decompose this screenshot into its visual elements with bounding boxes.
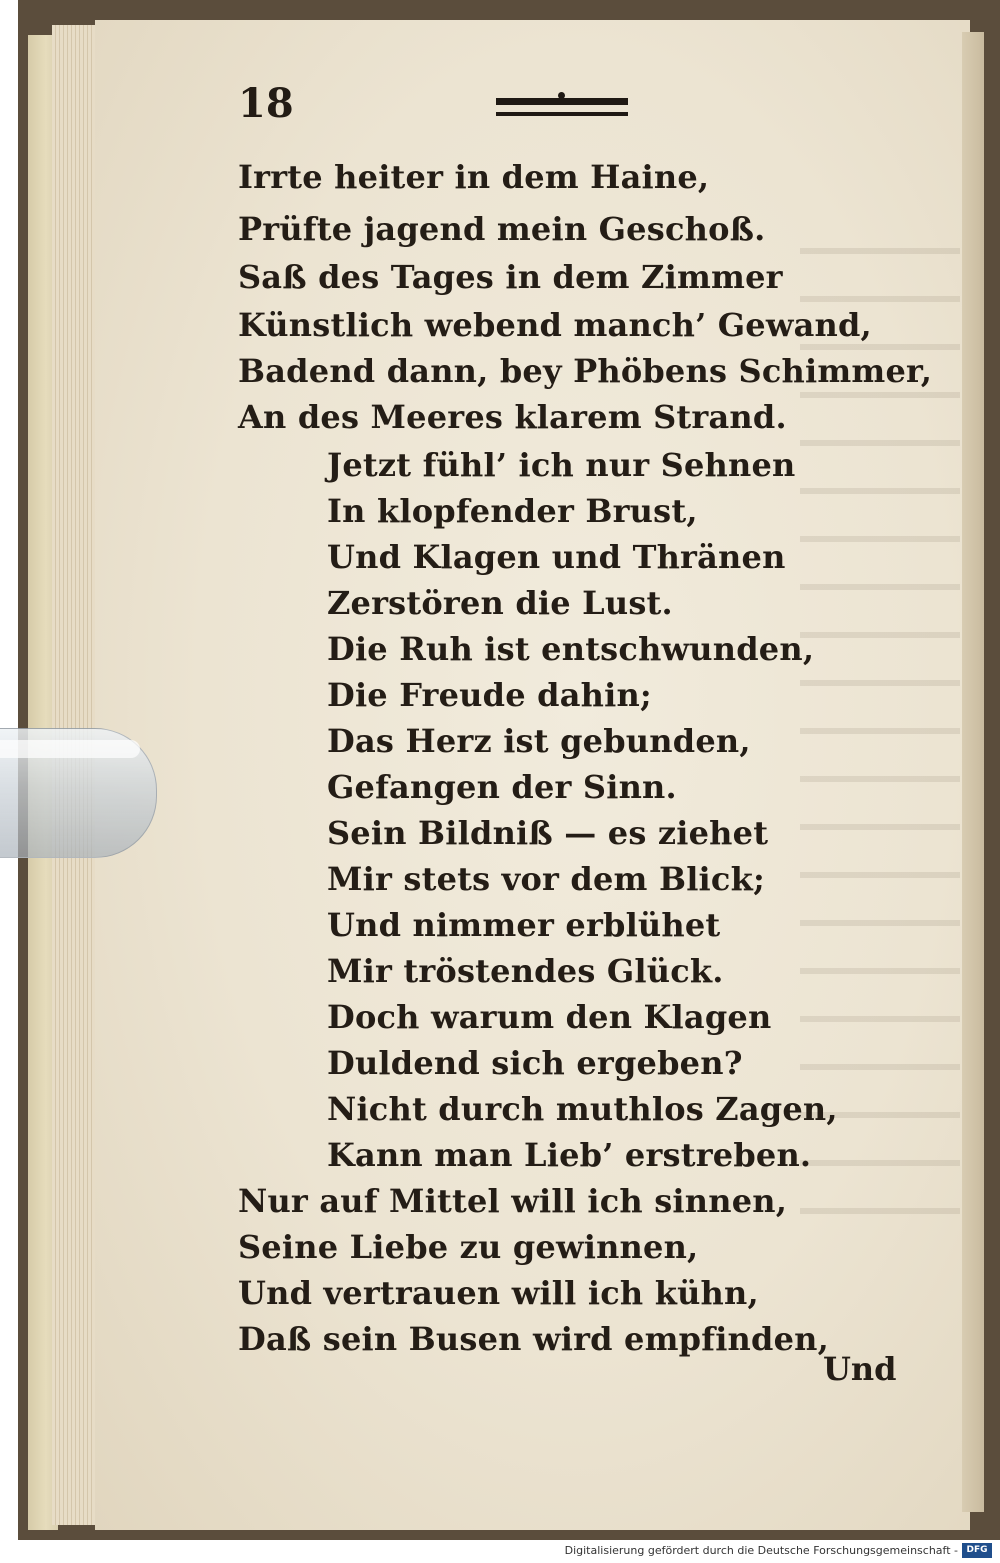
catchword: Und <box>823 1350 897 1388</box>
poem-line: Saß des Tages in dem Zimmer <box>238 258 783 296</box>
poem-line: Nicht durch muthlos Zagen, <box>327 1090 838 1128</box>
poem-line: Zerstören die Lust. <box>327 584 673 622</box>
poem-line: Gefangen der Sinn. <box>327 768 677 806</box>
dfg-logo-icon: DFG <box>962 1543 992 1558</box>
poem-line: Seine Liebe zu gewinnen, <box>238 1228 699 1266</box>
poem-line: Badend dann, bey Phöbens Schimmer, <box>238 352 933 390</box>
poem-line: In klopfender Brust, <box>327 492 698 530</box>
poem-line: Die Ruh ist entschwunden, <box>327 630 815 668</box>
poem-line: An des Meeres klarem Strand. <box>238 398 787 436</box>
poem-line: Die Freude dahin; <box>327 676 652 714</box>
poem-line: Sein Bildniß — es ziehet <box>327 814 769 852</box>
poem-line: Doch warum den Klagen <box>327 998 772 1036</box>
poem-line: Mir tröstendes Glück. <box>327 952 724 990</box>
poem-line: Jetzt fühl’ ich nur Sehnen <box>327 446 796 484</box>
poem-line: Kann man Lieb’ erstreben. <box>327 1136 812 1174</box>
poem-line: Das Herz ist gebunden, <box>327 722 751 760</box>
footer-bar <box>0 1540 1000 1563</box>
footer-credit: Digitalisierung gefördert durch die Deutsche Forschungsgemeinschaft - <box>564 1544 958 1557</box>
poem-line: Und Klagen und Thränen <box>327 538 786 576</box>
page-number: 18 <box>238 80 294 127</box>
page-holder-highlight <box>0 740 140 758</box>
poem-line: Mir stets vor dem Blick; <box>327 860 765 898</box>
poem-line: Nur auf Mittel will ich sinnen, <box>238 1182 788 1220</box>
poem-line: Künstlich webend manch’ Gewand, <box>238 306 872 344</box>
poem-line: Und nimmer erblühet <box>327 906 721 944</box>
poem-line: Daß sein Busen wird empfinden, <box>238 1320 829 1358</box>
poem-line: Irrte heiter in dem Haine, <box>238 158 710 196</box>
poem-line: Und vertrauen will ich kühn, <box>238 1274 759 1312</box>
poem-line: Prüfte jagend mein Geschoß. <box>238 210 766 248</box>
poem-line: Duldend sich ergeben? <box>327 1044 743 1082</box>
